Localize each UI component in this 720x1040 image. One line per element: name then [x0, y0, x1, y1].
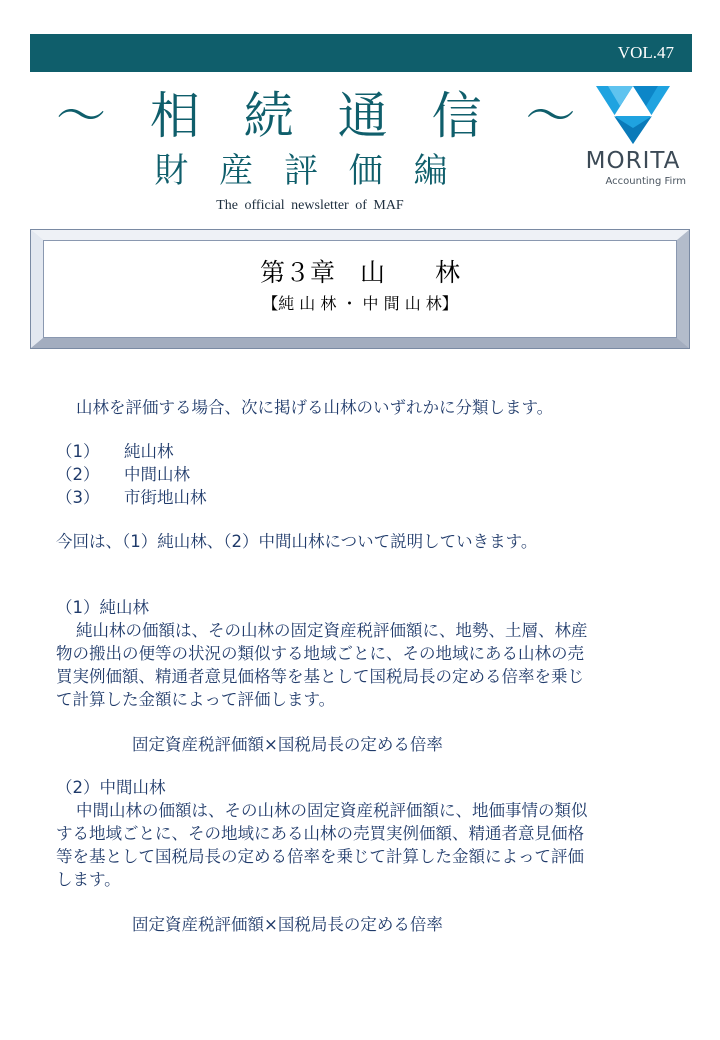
- intro-text: [56, 396, 664, 419]
- list-item-label: 中間山林: [124, 465, 190, 484]
- newsletter-tagline: The official newsletter of MAF: [216, 198, 404, 213]
- list-item-label: 市街地山林: [124, 488, 207, 507]
- intro-paragraph: 山林を評価する場合、次に掲げる山林のいずれかに分類します。: [76, 398, 554, 417]
- logo-subtitle: Accounting Firm: [605, 176, 686, 187]
- section-line: 中間山林の価額は、その山林の固定資産税評価額に、地価事情の類似: [76, 801, 588, 820]
- chapter-inner-panel: [43, 240, 677, 338]
- section-intermediate-forest: [56, 776, 664, 936]
- list-item-number: （3）: [56, 488, 100, 507]
- section-heading: （2）中間山林: [56, 778, 166, 797]
- section-heading: （1）純山林: [56, 598, 149, 617]
- chapter-box: [30, 229, 690, 349]
- category-list: [56, 440, 664, 509]
- section-formula: 固定資産税評価額×国税局長の定める倍率: [132, 915, 443, 934]
- list-item: [56, 463, 664, 486]
- volume-bar: [30, 34, 692, 72]
- section-line: します。: [56, 870, 121, 889]
- summary-paragraph: 今回は、（1）純山林、（2）中間山林について説明していきます。: [56, 532, 538, 551]
- list-item: [56, 440, 664, 463]
- section-line: 買実例価額、精通者意見価格等を基として国税局長の定める倍率を乗じ: [56, 667, 584, 686]
- section-line: 物の搬出の便等の状況の類似する地域ごとに、その地域にある山林の売: [56, 644, 584, 663]
- section-line: 純山林の価額は、その山林の固定資産税評価額に、地勢、土層、林産: [76, 621, 588, 640]
- list-item-number: （1）: [56, 442, 100, 461]
- list-item-label: 純山林: [124, 442, 174, 461]
- chapter-subtitle: 【純 山 林 ・ 中 間 山 林】: [262, 294, 458, 313]
- section-line: て計算した金額によって評価します。: [56, 690, 336, 709]
- section-formula: 固定資産税評価額×国税局長の定める倍率: [132, 735, 443, 754]
- morita-logo: [578, 84, 690, 194]
- newsletter-subtitle: 財 産 評 価 編: [154, 151, 458, 191]
- list-item: [56, 486, 664, 509]
- list-item-number: （2）: [56, 465, 100, 484]
- section-line: する地域ごとに、その地域にある山林の売買実例価額、精通者意見価格: [56, 824, 584, 843]
- newsletter-title: ～ 相 続 通 信 ～: [56, 87, 590, 145]
- volume-label: VOL.47: [617, 43, 674, 62]
- section-pure-forest: [56, 596, 664, 756]
- chapter-title: 第３章 山 林: [259, 258, 460, 287]
- intro-summary: [56, 530, 664, 553]
- logo-name: MORITA: [585, 148, 681, 174]
- section-line: 等を基として国税局長の定める倍率を乗じて計算した金額によって評価: [56, 847, 584, 866]
- morita-triangle-logo-icon: [594, 84, 672, 146]
